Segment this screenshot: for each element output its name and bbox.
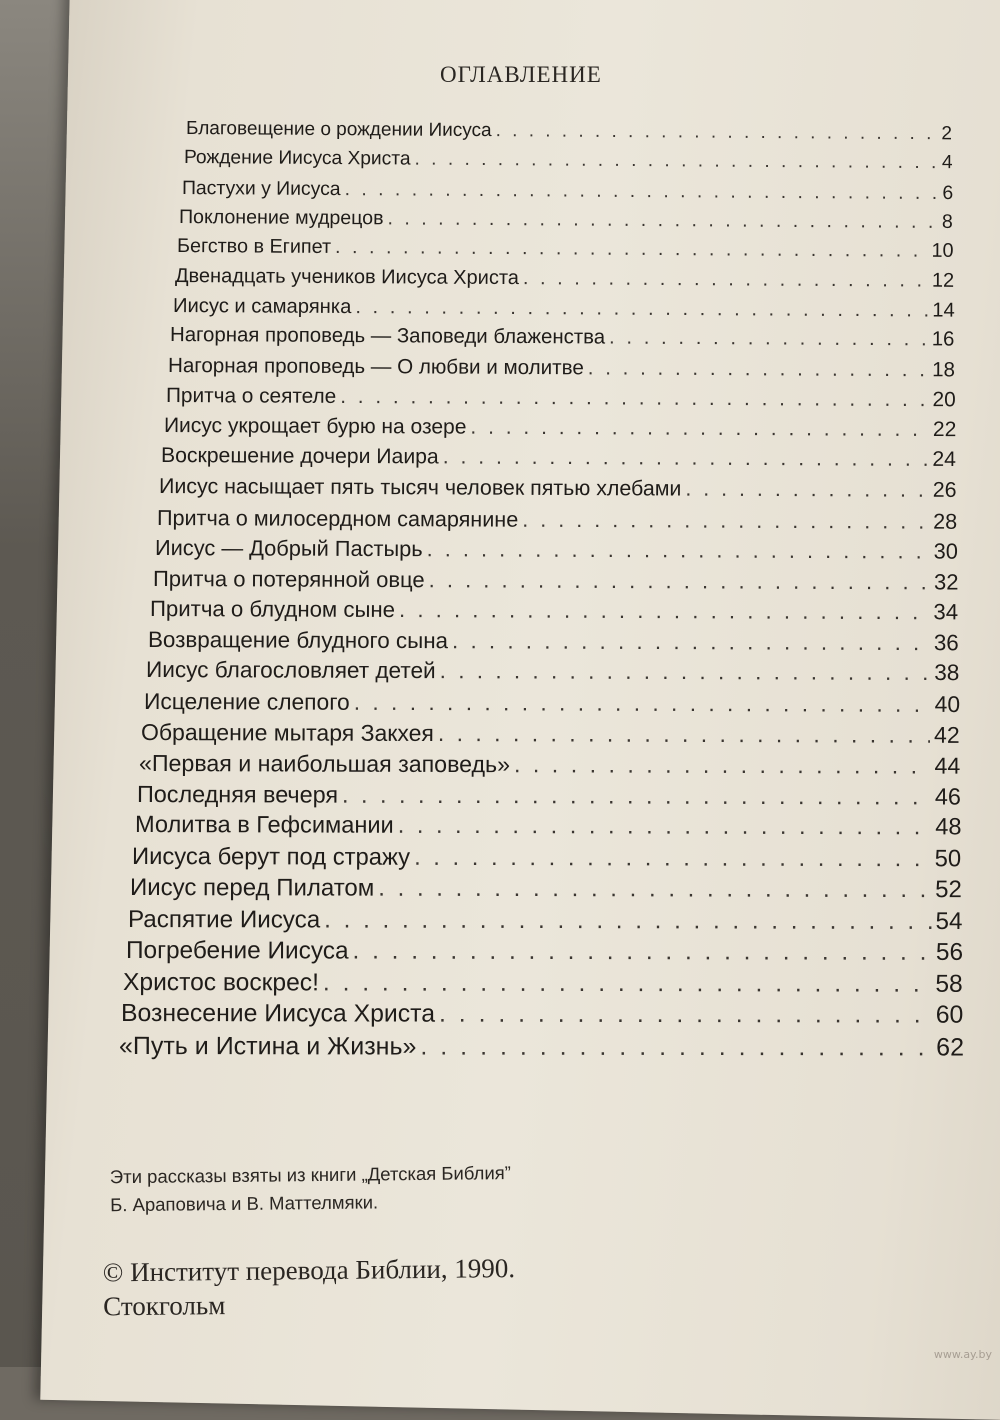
toc-entry <box>152 566 958 596</box>
dot-leader <box>523 267 928 292</box>
toc-entry-page: 26 <box>932 478 957 503</box>
toc-entry-page: 50 <box>935 845 962 873</box>
dot-leader <box>438 720 930 749</box>
dot-leader <box>452 628 930 656</box>
toc-entry-title: Иисус благословляет детей <box>145 657 436 684</box>
toc-entry-title: Двенадцать учеников Иисуса Христа <box>174 265 519 290</box>
toc-entry <box>123 969 963 999</box>
dot-leader <box>378 875 931 904</box>
dot-leader <box>352 938 931 967</box>
dot-leader <box>426 536 929 564</box>
dot-leader <box>388 207 939 234</box>
toc-entry <box>141 719 960 749</box>
toc-entry-page: 32 <box>933 568 959 595</box>
dot-leader <box>340 385 928 412</box>
dot-leader <box>353 689 930 718</box>
toc-entry-title: Благовещение о рождении Иисуса <box>185 118 492 142</box>
dot-leader <box>335 236 928 263</box>
toc-entry-page: 62 <box>936 1033 965 1062</box>
toc-entry-title: Воскрешение дочери Иаира <box>161 444 440 469</box>
toc-entry <box>175 265 954 293</box>
toc-entry <box>186 118 952 145</box>
toc-entry-page: 52 <box>935 876 963 904</box>
toc-entry-title: «Первая и наибольшая заповедь» <box>139 749 511 778</box>
dot-leader <box>439 658 930 686</box>
source-note-line: Эти рассказы взяты из книги „Детская Библия” <box>109 1162 512 1188</box>
dot-leader <box>428 567 929 595</box>
toc-entry <box>119 1032 964 1062</box>
toc-entry <box>121 1000 963 1030</box>
toc-entry-title: Распятие Иисуса <box>127 905 321 934</box>
toc-entry <box>150 596 958 625</box>
toc-entry-title: Возвращение блудного сына <box>147 626 449 653</box>
toc-entry-page: 54 <box>935 907 963 935</box>
toc-entry-title: Обращение мытаря Закхея <box>141 718 435 746</box>
toc-entry-title: Пастухи у Иисуса <box>181 176 341 200</box>
toc-entry <box>159 474 957 503</box>
toc-entry-page: 18 <box>932 358 956 382</box>
toc-entry <box>173 295 955 323</box>
toc-entry-page: 6 <box>941 181 953 204</box>
toc-entry-page: 48 <box>934 814 962 841</box>
toc-entry-title: Рождение Иисуса Христа <box>183 147 411 170</box>
dot-leader <box>399 597 930 625</box>
copyright-line: © Институт перевода Библии, 1990. <box>102 1253 516 1288</box>
dot-leader <box>397 813 931 842</box>
toc-entry <box>130 874 962 904</box>
toc-entry <box>164 414 956 442</box>
toc-entry-title: Иисус укрощает бурю на озере <box>163 414 467 439</box>
dot-leader <box>355 296 928 322</box>
dot-leader <box>588 357 928 383</box>
toc-entry-page: 58 <box>935 970 964 998</box>
copyright-notice <box>103 1249 744 1324</box>
toc-entry-page: 12 <box>931 269 955 292</box>
dot-leader <box>443 446 929 472</box>
dot-leader <box>470 416 929 442</box>
toc-entry <box>128 906 963 936</box>
toc-entry <box>135 812 962 841</box>
toc-entry-page: 56 <box>935 939 963 967</box>
toc-entry-page: 36 <box>933 629 959 655</box>
dot-leader <box>609 327 928 352</box>
toc-entry-page: 22 <box>932 418 957 442</box>
toc-entry-page: 2 <box>941 123 953 145</box>
toc-entry <box>181 177 952 205</box>
toc-entry-title: Погребение Иисуса <box>125 937 349 965</box>
dot-leader <box>686 477 929 503</box>
toc-entry <box>137 781 961 811</box>
toc-entry <box>139 750 960 780</box>
toc-entry <box>157 505 957 535</box>
toc-entry-page: 44 <box>934 752 961 779</box>
watermark: www.ay.by <box>933 1348 992 1361</box>
copyright-line: Стокгольм <box>103 1290 226 1322</box>
toc-entry-title: Иисус насыщает пять тысяч человек пятью хлебами <box>159 474 682 502</box>
toc-entry <box>166 384 956 412</box>
toc-entry-title: Иисус и самарянка <box>172 294 352 318</box>
dot-leader <box>420 1033 932 1063</box>
toc-entry-page: 40 <box>934 690 960 718</box>
toc-entry-title: Притча о сеятеле <box>165 384 337 409</box>
toc-entry-page: 60 <box>935 1001 964 1029</box>
toc-entry-title: Притча о потерянной овце <box>152 565 425 592</box>
toc-entry-page: 28 <box>933 508 958 534</box>
toc-entry-page: 30 <box>933 538 958 564</box>
toc-entry <box>155 535 958 565</box>
dot-leader <box>414 844 931 873</box>
toc-entry <box>161 444 956 472</box>
toc-entry-title: Исцеление слепого <box>143 688 350 715</box>
toc-entry-page: 34 <box>933 599 959 625</box>
toc-entry-title: Последняя вечеря <box>136 780 338 808</box>
dot-leader <box>324 906 931 935</box>
toc-entry <box>177 235 954 263</box>
toc-entry <box>146 657 959 686</box>
toc-entry <box>170 324 955 352</box>
dot-leader <box>439 1001 932 1030</box>
toc-entry-title: Христос воскрес! <box>123 968 320 997</box>
toc-entry <box>179 206 953 234</box>
toc-entry-title: Поклонение мудрецов <box>179 205 384 230</box>
toc-entry-title: Притча о милосердном самарянине <box>156 504 519 532</box>
toc-entry-title: Молитва в Гефсимании <box>134 811 394 839</box>
dot-leader <box>496 120 938 145</box>
dot-leader <box>323 969 931 998</box>
source-note-line: Б. Араповича и В. Маттелмяки. <box>110 1191 379 1216</box>
toc-entry-page: 38 <box>933 660 960 686</box>
toc-entry-title: Иисус перед Пилатом <box>130 874 375 903</box>
toc-entry-page: 10 <box>931 240 954 263</box>
toc-entry-title: Иисус — Добрый Пастырь <box>154 535 423 562</box>
toc-entry <box>184 147 953 174</box>
toc-entry <box>148 627 959 656</box>
toc-entry-title: Нагорная проповедь — Заповеди блаженства <box>170 324 606 349</box>
toc-entry-page: 42 <box>934 721 961 748</box>
toc-entry-page: 46 <box>934 783 961 810</box>
toc-entry-title: Вознесение Иисуса Христа <box>121 1000 436 1028</box>
dot-leader <box>344 178 938 205</box>
toc-entry-title: Нагорная проповедь — О любви и молитве <box>168 354 584 380</box>
toc-entry <box>132 843 961 873</box>
toc-entry <box>144 688 960 718</box>
toc-entry-page: 20 <box>932 388 956 412</box>
toc-entry-title: Иисуса берут под стражу <box>132 843 411 871</box>
toc-entry-title: «Путь и Истина и Жизнь» <box>118 1032 417 1061</box>
toc-entry-page: 8 <box>942 210 954 233</box>
dot-leader <box>414 149 938 175</box>
toc-entry <box>168 354 955 382</box>
toc-entry-page: 4 <box>941 152 953 174</box>
source-note <box>110 1157 731 1219</box>
toc-entry-title: Притча о блудном сыне <box>150 596 396 623</box>
dot-leader <box>342 781 931 810</box>
dot-leader <box>514 751 931 779</box>
toc-entry-page: 24 <box>932 448 957 472</box>
page-title: ОГЛАВЛЕНИЕ <box>440 62 602 87</box>
dot-leader <box>522 506 929 534</box>
toc-entry-title: Бегство в Египет <box>176 235 332 259</box>
toc-entry-page: 16 <box>932 328 955 351</box>
toc-entry <box>126 937 963 967</box>
toc-entry-page: 14 <box>931 299 955 322</box>
